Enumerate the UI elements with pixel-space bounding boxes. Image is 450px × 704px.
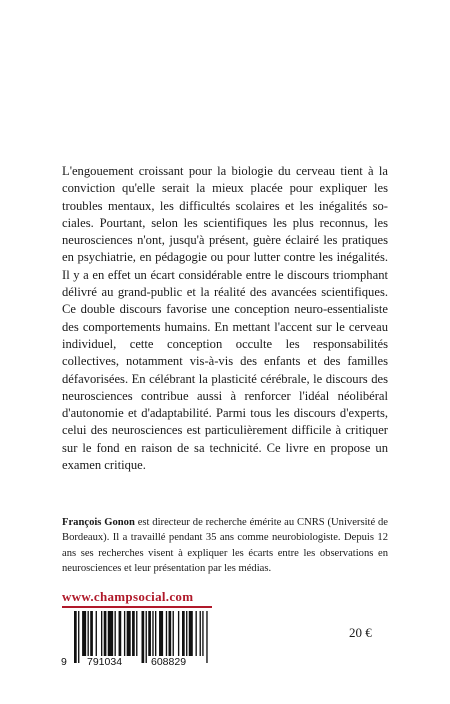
barcode-digit-group-right: 608829 bbox=[151, 656, 187, 668]
barcode-bar bbox=[101, 611, 102, 656]
barcode-bar bbox=[166, 611, 167, 656]
barcode-bar bbox=[108, 611, 113, 656]
barcode-bar bbox=[169, 611, 172, 656]
barcode-bar bbox=[148, 611, 151, 656]
barcode-bar bbox=[115, 611, 116, 656]
website-underline-rule bbox=[62, 606, 212, 608]
barcode-bar bbox=[202, 611, 203, 656]
barcode-bar bbox=[88, 611, 89, 656]
barcode-bar bbox=[159, 611, 163, 656]
barcode-bar bbox=[196, 611, 197, 656]
barcode-digit-group-left: 791034 bbox=[87, 656, 123, 668]
publisher-website[interactable]: www.champsocial.com bbox=[62, 589, 194, 604]
barcode-digit-prefix: 9 bbox=[61, 656, 67, 668]
barcode-bar bbox=[189, 611, 193, 656]
barcode-bar bbox=[82, 611, 86, 656]
barcode-bar bbox=[182, 611, 185, 656]
barcode-bar bbox=[124, 611, 125, 656]
back-cover-blurb: L'engouement croissant pour la biologie du cerveau tient à la conviction qu'elle serait la mieux placée pour expliquer les troubles mentaux, les difficultés scolaires et les inégalités sociales. Pourtant, selon les scientifiques les plus reconnus, les neurosciences n'ont, jusqu'à présent, guère éclairé les pratiques en psychiatrie, en pédagogie ou pour lutter contre les inégalités. Il y a en effet un écart considérable entre le discours triomphant délivré au grand-public et la réalité des avancées scientifiques. Ce double discours favorise une conception neuro-essentialiste des comportements humains. En mettant l'accent sur le cerveau individuel, cette conception occulte les responsabilités collectives, notamment vis-à-vis des enfants et des familles défavorisées. En célébrant la plasticité cérébrale, le discours des neurosciences contribue aussi à renforcer l'idéal néolibéral d'autonomie et d'adaptabilité. Parmi tous les discours d'experts, celui des neurosciences est particulièrement difficile à critiquer sur le fond en raison de sa technicité. Ce livre en propose un examen critique. bbox=[62, 164, 388, 473]
barcode-bar bbox=[186, 611, 187, 656]
barcode-bar bbox=[155, 611, 156, 656]
author-bio-text: est directeur de recherche émérite au CNRS (Université de Bordeaux). Il a travaillé pendant 35 ans comme neurobiologiste. Depuis 12 ans ses recherches visent à expliquer les écarts entre les observations en neurosciences et leur présentation par les médias. bbox=[62, 517, 388, 574]
barcode-bar bbox=[96, 611, 97, 656]
barcode-bar bbox=[127, 611, 131, 656]
author-name: François Gonon bbox=[62, 517, 135, 528]
barcode-bar bbox=[119, 611, 122, 656]
barcode-bar bbox=[132, 611, 135, 656]
barcode-bar bbox=[90, 611, 93, 656]
barcode-bar bbox=[136, 611, 137, 656]
barcode-digits bbox=[62, 656, 212, 670]
barcode-bar bbox=[104, 611, 107, 656]
barcode-bar bbox=[178, 611, 179, 656]
barcode-bar bbox=[173, 611, 174, 656]
price-label: 20 € bbox=[349, 625, 372, 640]
barcode-bar bbox=[152, 611, 153, 656]
author-bio bbox=[62, 515, 388, 576]
barcode-bar bbox=[200, 611, 201, 656]
